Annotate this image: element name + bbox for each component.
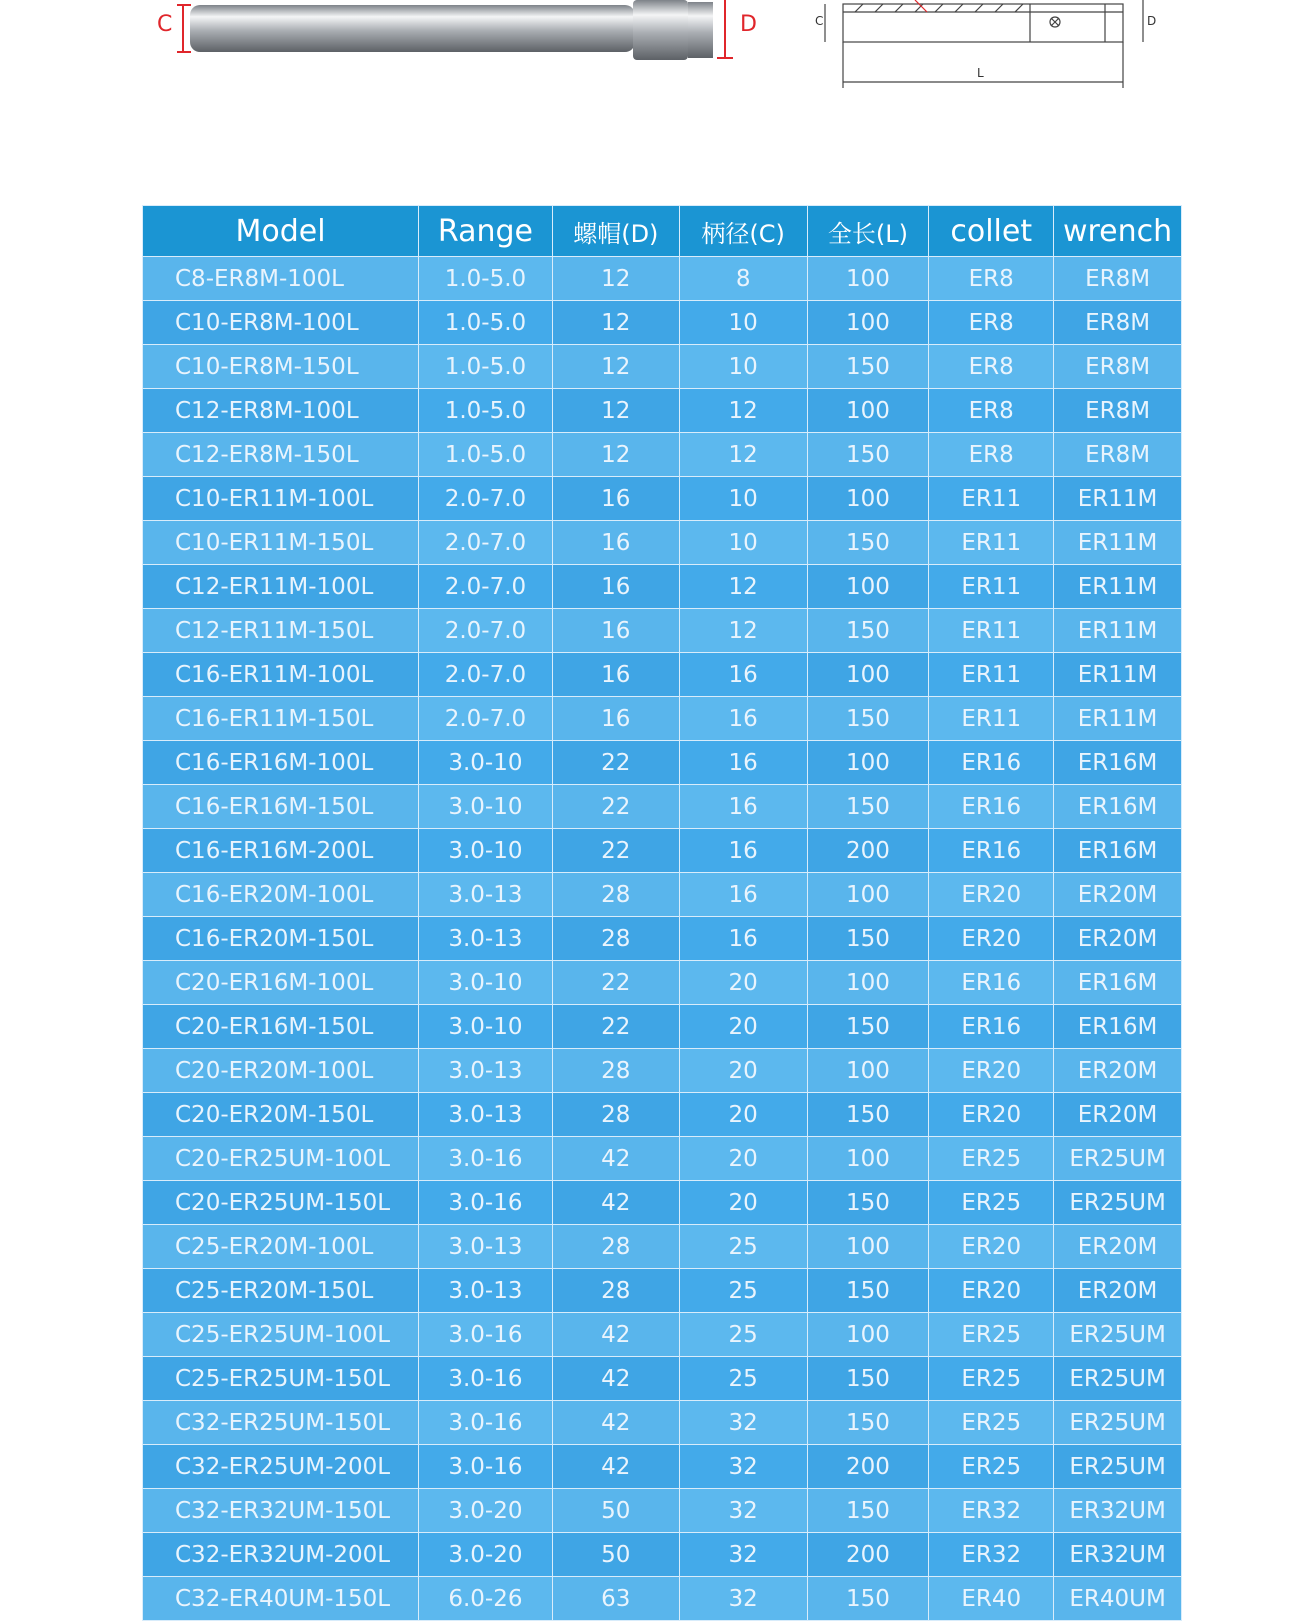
model-cell: C32-ER32UM-200L xyxy=(143,1533,419,1577)
nut-diameter-cell: 12 xyxy=(552,301,679,345)
table-row xyxy=(143,1137,1182,1181)
wrench-cell: ER25UM xyxy=(1054,1137,1182,1181)
nut-diameter-cell: 12 xyxy=(552,257,679,301)
shank-diameter-cell: 16 xyxy=(679,697,807,741)
nut-diameter-cell: 42 xyxy=(552,1181,679,1225)
dimension-d-label: D xyxy=(740,12,757,37)
shank-diameter-cell: 25 xyxy=(679,1269,807,1313)
length-cell: 100 xyxy=(807,1137,929,1181)
wrench-cell: ER16M xyxy=(1054,829,1182,873)
length-cell: 100 xyxy=(807,1225,929,1269)
shank-diameter-cell: 12 xyxy=(679,565,807,609)
shank-diameter-cell: 32 xyxy=(679,1401,807,1445)
collet-cell: ER25 xyxy=(929,1181,1054,1225)
table-row xyxy=(143,917,1182,961)
shank-diameter-cell: 10 xyxy=(679,477,807,521)
model-cell: C16-ER16M-200L xyxy=(143,829,419,873)
range-cell: 3.0-13 xyxy=(418,1049,552,1093)
wrench-cell: ER8M xyxy=(1054,257,1182,301)
wrench-cell: ER16M xyxy=(1054,1005,1182,1049)
shank-diameter-cell: 10 xyxy=(679,301,807,345)
range-cell: 3.0-16 xyxy=(418,1357,552,1401)
collet-cell: ER25 xyxy=(929,1401,1054,1445)
technical-drawing xyxy=(815,0,1175,95)
drawing-l-label: L xyxy=(977,66,984,80)
length-cell: 100 xyxy=(807,873,929,917)
range-cell: 3.0-10 xyxy=(418,741,552,785)
nut-diameter-cell: 22 xyxy=(552,741,679,785)
range-cell: 3.0-10 xyxy=(418,829,552,873)
length-cell: 150 xyxy=(807,785,929,829)
header-range: Range xyxy=(418,206,552,257)
shank-diameter-cell: 32 xyxy=(679,1577,807,1621)
header-model: Model xyxy=(143,206,419,257)
collet-cell: ER25 xyxy=(929,1445,1054,1489)
range-cell: 2.0-7.0 xyxy=(418,609,552,653)
range-cell: 2.0-7.0 xyxy=(418,653,552,697)
shank-diameter-cell: 12 xyxy=(679,433,807,477)
wrench-cell: ER11M xyxy=(1054,521,1182,565)
collet-cell: ER11 xyxy=(929,477,1054,521)
drawing-d-label: D xyxy=(1147,14,1157,28)
table-row xyxy=(143,1049,1182,1093)
model-cell: C8-ER8M-100L xyxy=(143,257,419,301)
range-cell: 1.0-5.0 xyxy=(418,257,552,301)
range-cell: 3.0-16 xyxy=(418,1181,552,1225)
table-row xyxy=(143,1005,1182,1049)
nut-diameter-cell: 50 xyxy=(552,1533,679,1577)
length-cell: 150 xyxy=(807,1489,929,1533)
range-cell: 3.0-10 xyxy=(418,1005,552,1049)
table-row xyxy=(143,1489,1182,1533)
cross-section-drawing xyxy=(815,0,1175,95)
length-cell: 100 xyxy=(807,1049,929,1093)
model-cell: C20-ER25UM-100L xyxy=(143,1137,419,1181)
nut-diameter-cell: 16 xyxy=(552,521,679,565)
nut-diameter-cell: 42 xyxy=(552,1401,679,1445)
shank-diameter-cell: 16 xyxy=(679,829,807,873)
nut-diameter-cell: 42 xyxy=(552,1137,679,1181)
range-cell: 1.0-5.0 xyxy=(418,389,552,433)
table-row xyxy=(143,961,1182,1005)
model-cell: C20-ER20M-150L xyxy=(143,1093,419,1137)
collet-cell: ER11 xyxy=(929,653,1054,697)
collet-cell: ER20 xyxy=(929,1093,1054,1137)
model-cell: C16-ER16M-100L xyxy=(143,741,419,785)
wrench-cell: ER16M xyxy=(1054,785,1182,829)
nut-diameter-cell: 28 xyxy=(552,917,679,961)
nut-diameter-cell: 28 xyxy=(552,1225,679,1269)
length-cell: 100 xyxy=(807,257,929,301)
shank-diameter-cell: 16 xyxy=(679,653,807,697)
header-shank-diameter: 柄径(C) xyxy=(679,206,807,257)
length-cell: 150 xyxy=(807,521,929,565)
wrench-cell: ER8M xyxy=(1054,389,1182,433)
table-row xyxy=(143,1445,1182,1489)
shank-diameter-cell: 16 xyxy=(679,873,807,917)
table-row xyxy=(143,653,1182,697)
collet-cell: ER11 xyxy=(929,565,1054,609)
model-cell: C25-ER20M-150L xyxy=(143,1269,419,1313)
drawing-c-label: C xyxy=(815,14,824,28)
range-cell: 2.0-7.0 xyxy=(418,565,552,609)
shank-diameter-cell: 12 xyxy=(679,609,807,653)
range-cell: 3.0-16 xyxy=(418,1445,552,1489)
header-collet: collet xyxy=(929,206,1054,257)
range-cell: 3.0-10 xyxy=(418,785,552,829)
shank-diameter-cell: 32 xyxy=(679,1445,807,1489)
shank-diameter-cell: 16 xyxy=(679,741,807,785)
nut-diameter-cell: 16 xyxy=(552,477,679,521)
wrench-cell: ER11M xyxy=(1054,565,1182,609)
shank-diameter-cell: 25 xyxy=(679,1225,807,1269)
table-row xyxy=(143,1225,1182,1269)
model-cell: C32-ER25UM-200L xyxy=(143,1445,419,1489)
wrench-cell: ER8M xyxy=(1054,433,1182,477)
wrench-cell: ER25UM xyxy=(1054,1181,1182,1225)
product-photo xyxy=(155,0,755,70)
wrench-cell: ER8M xyxy=(1054,301,1182,345)
length-cell: 100 xyxy=(807,301,929,345)
model-cell: C32-ER32UM-150L xyxy=(143,1489,419,1533)
table-row xyxy=(143,1357,1182,1401)
shank-diameter-cell: 20 xyxy=(679,1181,807,1225)
length-cell: 100 xyxy=(807,477,929,521)
range-cell: 3.0-13 xyxy=(418,873,552,917)
model-cell: C16-ER11M-100L xyxy=(143,653,419,697)
wrench-cell: ER25UM xyxy=(1054,1445,1182,1489)
table-row xyxy=(143,1401,1182,1445)
collet-cell: ER20 xyxy=(929,1049,1054,1093)
length-cell: 100 xyxy=(807,565,929,609)
range-cell: 3.0-20 xyxy=(418,1533,552,1577)
table-body xyxy=(143,257,1182,1621)
collet-cell: ER11 xyxy=(929,609,1054,653)
nut-diameter-cell: 16 xyxy=(552,609,679,653)
collet-cell: ER8 xyxy=(929,389,1054,433)
header-nut-diameter: 螺帽(D) xyxy=(552,206,679,257)
collet-cell: ER11 xyxy=(929,521,1054,565)
model-cell: C16-ER20M-100L xyxy=(143,873,419,917)
range-cell: 3.0-20 xyxy=(418,1489,552,1533)
length-cell: 150 xyxy=(807,1181,929,1225)
range-cell: 6.0-26 xyxy=(418,1577,552,1621)
model-cell: C20-ER25UM-150L xyxy=(143,1181,419,1225)
range-cell: 1.0-5.0 xyxy=(418,301,552,345)
length-cell: 100 xyxy=(807,389,929,433)
model-cell: C25-ER25UM-100L xyxy=(143,1313,419,1357)
table-row xyxy=(143,1577,1182,1621)
nut-diameter-cell: 28 xyxy=(552,1093,679,1137)
range-cell: 2.0-7.0 xyxy=(418,697,552,741)
header-overall-length: 全长(L) xyxy=(807,206,929,257)
shank-diameter-cell: 20 xyxy=(679,1005,807,1049)
shank-diameter-cell: 32 xyxy=(679,1533,807,1577)
nut-diameter-cell: 22 xyxy=(552,785,679,829)
collet-cell: ER8 xyxy=(929,257,1054,301)
shank-diameter-cell: 32 xyxy=(679,1489,807,1533)
wrench-cell: ER25UM xyxy=(1054,1357,1182,1401)
table-row xyxy=(143,1533,1182,1577)
wrench-cell: ER11M xyxy=(1054,609,1182,653)
table-row xyxy=(143,829,1182,873)
wrench-cell: ER11M xyxy=(1054,477,1182,521)
nut-diameter-cell: 28 xyxy=(552,1049,679,1093)
wrench-cell: ER25UM xyxy=(1054,1313,1182,1357)
collet-cell: ER8 xyxy=(929,345,1054,389)
nut-diameter-cell: 22 xyxy=(552,829,679,873)
length-cell: 150 xyxy=(807,345,929,389)
table-row xyxy=(143,301,1182,345)
nut-diameter-cell: 28 xyxy=(552,873,679,917)
model-cell: C10-ER11M-100L xyxy=(143,477,419,521)
length-cell: 150 xyxy=(807,609,929,653)
dimension-c-label: C xyxy=(157,12,173,37)
collet-cell: ER32 xyxy=(929,1489,1054,1533)
range-cell: 3.0-13 xyxy=(418,917,552,961)
table-row xyxy=(143,1313,1182,1357)
collet-cell: ER16 xyxy=(929,785,1054,829)
table-row xyxy=(143,1269,1182,1313)
model-cell: C16-ER11M-150L xyxy=(143,697,419,741)
length-cell: 100 xyxy=(807,741,929,785)
model-cell: C12-ER11M-150L xyxy=(143,609,419,653)
collet-cell: ER32 xyxy=(929,1533,1054,1577)
nut-diameter-cell: 12 xyxy=(552,433,679,477)
shank-diameter-cell: 16 xyxy=(679,917,807,961)
nut-diameter-cell: 12 xyxy=(552,389,679,433)
table-row xyxy=(143,433,1182,477)
length-cell: 150 xyxy=(807,1005,929,1049)
range-cell: 3.0-16 xyxy=(418,1137,552,1181)
collet-cell: ER25 xyxy=(929,1357,1054,1401)
length-cell: 150 xyxy=(807,1357,929,1401)
model-cell: C20-ER16M-150L xyxy=(143,1005,419,1049)
model-cell: C10-ER11M-150L xyxy=(143,521,419,565)
wrench-cell: ER11M xyxy=(1054,653,1182,697)
range-cell: 1.0-5.0 xyxy=(418,433,552,477)
shank-diameter-cell: 20 xyxy=(679,961,807,1005)
length-cell: 150 xyxy=(807,1093,929,1137)
model-cell: C16-ER20M-150L xyxy=(143,917,419,961)
table-row xyxy=(143,741,1182,785)
model-cell: C25-ER20M-100L xyxy=(143,1225,419,1269)
wrench-cell: ER11M xyxy=(1054,697,1182,741)
table-row xyxy=(143,609,1182,653)
length-cell: 150 xyxy=(807,697,929,741)
table-row xyxy=(143,565,1182,609)
nut-diameter-cell: 16 xyxy=(552,565,679,609)
collet-cell: ER16 xyxy=(929,829,1054,873)
nut-diameter-cell: 22 xyxy=(552,1005,679,1049)
length-cell: 150 xyxy=(807,1269,929,1313)
nut-diameter-cell: 42 xyxy=(552,1313,679,1357)
table-row xyxy=(143,697,1182,741)
shank-diameter-cell: 10 xyxy=(679,345,807,389)
table-row xyxy=(143,785,1182,829)
nut-diameter-cell: 42 xyxy=(552,1357,679,1401)
shank-diameter-cell: 20 xyxy=(679,1137,807,1181)
collet-cell: ER20 xyxy=(929,873,1054,917)
length-cell: 100 xyxy=(807,961,929,1005)
model-cell: C25-ER25UM-150L xyxy=(143,1357,419,1401)
wrench-cell: ER8M xyxy=(1054,345,1182,389)
model-cell: C12-ER8M-150L xyxy=(143,433,419,477)
collet-cell: ER16 xyxy=(929,1005,1054,1049)
model-cell: C16-ER16M-150L xyxy=(143,785,419,829)
wrench-cell: ER16M xyxy=(1054,961,1182,1005)
table-row xyxy=(143,345,1182,389)
length-cell: 100 xyxy=(807,653,929,697)
length-cell: 200 xyxy=(807,1533,929,1577)
extension-rod-image xyxy=(155,0,755,70)
shank-diameter-cell: 20 xyxy=(679,1049,807,1093)
shank-diameter-cell: 25 xyxy=(679,1313,807,1357)
range-cell: 3.0-13 xyxy=(418,1093,552,1137)
wrench-cell: ER20M xyxy=(1054,1269,1182,1313)
model-cell: C10-ER8M-100L xyxy=(143,301,419,345)
range-cell: 3.0-10 xyxy=(418,961,552,1005)
range-cell: 3.0-16 xyxy=(418,1401,552,1445)
nut-diameter-cell: 50 xyxy=(552,1489,679,1533)
wrench-cell: ER25UM xyxy=(1054,1401,1182,1445)
table-row xyxy=(143,521,1182,565)
range-cell: 2.0-7.0 xyxy=(418,477,552,521)
nut-diameter-cell: 12 xyxy=(552,345,679,389)
shank-diameter-cell: 8 xyxy=(679,257,807,301)
length-cell: 100 xyxy=(807,1313,929,1357)
table-row xyxy=(143,477,1182,521)
range-cell: 3.0-13 xyxy=(418,1225,552,1269)
wrench-cell: ER20M xyxy=(1054,873,1182,917)
wrench-cell: ER32UM xyxy=(1054,1489,1182,1533)
wrench-cell: ER20M xyxy=(1054,1225,1182,1269)
collet-cell: ER25 xyxy=(929,1137,1054,1181)
collet-cell: ER20 xyxy=(929,1269,1054,1313)
shank-diameter-cell: 25 xyxy=(679,1357,807,1401)
wrench-cell: ER40UM xyxy=(1054,1577,1182,1621)
shank-diameter-cell: 12 xyxy=(679,389,807,433)
length-cell: 150 xyxy=(807,917,929,961)
wrench-cell: ER32UM xyxy=(1054,1533,1182,1577)
collet-cell: ER25 xyxy=(929,1313,1054,1357)
shank-diameter-cell: 16 xyxy=(679,785,807,829)
length-cell: 200 xyxy=(807,1445,929,1489)
model-cell: C10-ER8M-150L xyxy=(143,345,419,389)
nut-diameter-cell: 16 xyxy=(552,697,679,741)
wrench-cell: ER16M xyxy=(1054,741,1182,785)
collet-cell: ER20 xyxy=(929,917,1054,961)
length-cell: 200 xyxy=(807,829,929,873)
nut-diameter-cell: 16 xyxy=(552,653,679,697)
model-cell: C12-ER8M-100L xyxy=(143,389,419,433)
collet-cell: ER8 xyxy=(929,301,1054,345)
table-row xyxy=(143,257,1182,301)
model-cell: C32-ER25UM-150L xyxy=(143,1401,419,1445)
table-row xyxy=(143,389,1182,433)
length-cell: 150 xyxy=(807,1577,929,1621)
specification-table xyxy=(142,205,1182,1621)
collet-cell: ER40 xyxy=(929,1577,1054,1621)
table-row xyxy=(143,873,1182,917)
nut-diameter-cell: 63 xyxy=(552,1577,679,1621)
nut-diameter-cell: 28 xyxy=(552,1269,679,1313)
wrench-cell: ER20M xyxy=(1054,1093,1182,1137)
table-header-row xyxy=(143,206,1182,257)
wrench-cell: ER20M xyxy=(1054,1049,1182,1093)
collet-cell: ER16 xyxy=(929,961,1054,1005)
model-cell: C20-ER20M-100L xyxy=(143,1049,419,1093)
header-wrench: wrench xyxy=(1054,206,1182,257)
model-cell: C20-ER16M-100L xyxy=(143,961,419,1005)
collet-cell: ER8 xyxy=(929,433,1054,477)
model-cell: C32-ER40UM-150L xyxy=(143,1577,419,1621)
model-cell: C12-ER11M-100L xyxy=(143,565,419,609)
collet-cell: ER16 xyxy=(929,741,1054,785)
collet-cell: ER20 xyxy=(929,1225,1054,1269)
length-cell: 150 xyxy=(807,433,929,477)
range-cell: 1.0-5.0 xyxy=(418,345,552,389)
collet-cell: ER11 xyxy=(929,697,1054,741)
table-row xyxy=(143,1181,1182,1225)
range-cell: 3.0-16 xyxy=(418,1313,552,1357)
range-cell: 2.0-7.0 xyxy=(418,521,552,565)
table-row xyxy=(143,1093,1182,1137)
shank-diameter-cell: 10 xyxy=(679,521,807,565)
nut-diameter-cell: 42 xyxy=(552,1445,679,1489)
length-cell: 150 xyxy=(807,1401,929,1445)
range-cell: 3.0-13 xyxy=(418,1269,552,1313)
nut-diameter-cell: 22 xyxy=(552,961,679,1005)
wrench-cell: ER20M xyxy=(1054,917,1182,961)
shank-diameter-cell: 20 xyxy=(679,1093,807,1137)
